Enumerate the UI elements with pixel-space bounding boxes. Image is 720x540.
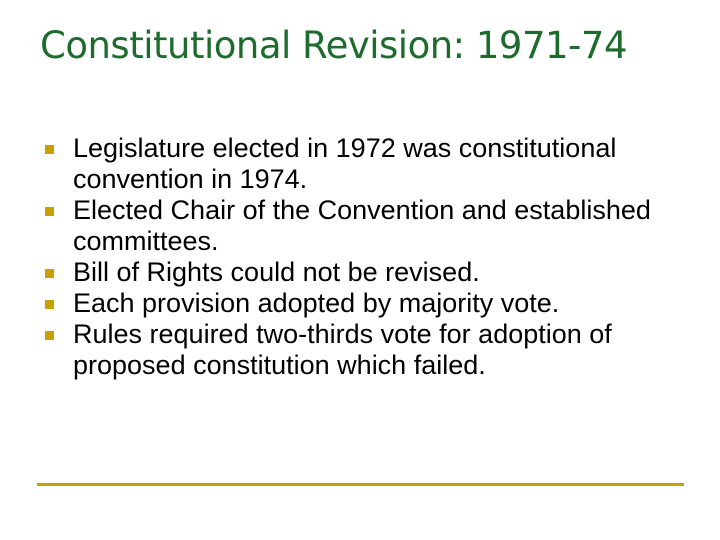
square-bullet-icon xyxy=(45,331,54,340)
square-bullet-icon xyxy=(45,269,54,278)
bullet-text: Legislature elected in 1972 was constitutional convention in 1974. xyxy=(73,133,617,194)
square-bullet-icon xyxy=(45,207,54,216)
square-bullet-icon xyxy=(45,145,54,154)
bullet-text: Rules required two-thirds vote for adoption of proposed constitution which failed. xyxy=(73,319,612,380)
bullet-text: Elected Chair of the Convention and established committees. xyxy=(73,195,651,256)
footer-divider xyxy=(37,483,684,486)
square-bullet-icon xyxy=(45,300,54,309)
slide-title: Constitutional Revision: 1971-74 xyxy=(40,24,627,67)
bullet-list xyxy=(40,133,690,381)
bullet-text: Bill of Rights could not be revised. xyxy=(73,257,480,287)
bullet-text: Each provision adopted by majority vote. xyxy=(73,288,560,318)
bullet-item xyxy=(40,257,690,288)
bullet-item xyxy=(40,133,690,195)
bullet-item xyxy=(40,195,690,257)
bullet-item xyxy=(40,288,690,319)
bullet-item xyxy=(40,319,690,381)
